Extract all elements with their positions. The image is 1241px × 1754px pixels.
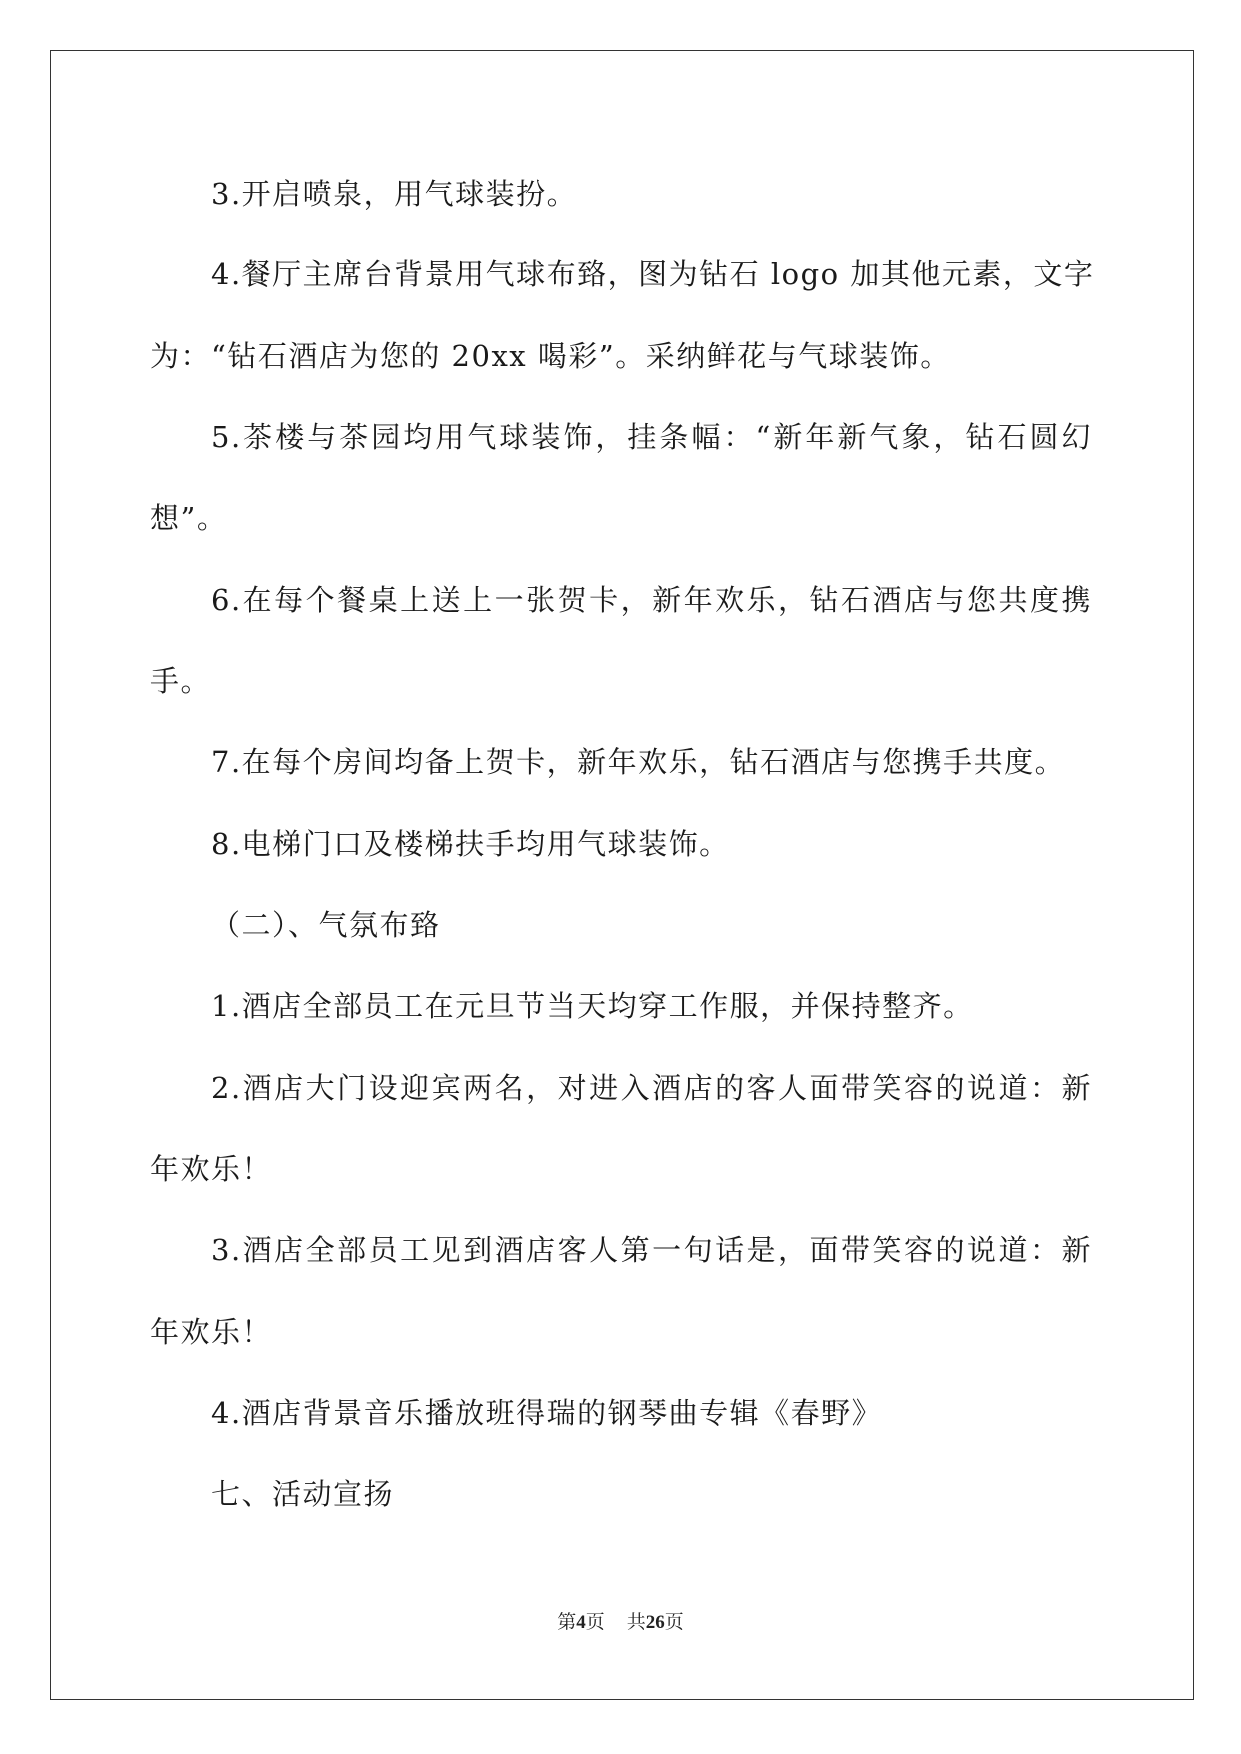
paragraph-line: 6.在每个餐桌上送上一张贺卡，新年欢乐，钻石酒店与您共度携 [211, 583, 1092, 617]
footer-total-suffix: 页 [664, 1612, 684, 1633]
paragraph-line: 4.餐厅主席台背景用气球布臵，图为钻石 logo 加其他元素，文字 [211, 257, 1095, 291]
section-heading: 七、活动宣扬 [211, 1477, 395, 1511]
footer-total-pages: 26 [645, 1612, 665, 1633]
paragraph-line: 手。 [150, 664, 212, 698]
paragraph-line: 5.茶楼与茶园均用气球装饰，挂条幅：“新年新气象，钻石圆幻 [211, 420, 1092, 454]
page-border [50, 50, 1194, 1700]
footer-page-number: 4 [576, 1612, 586, 1633]
footer-page-prefix: 第 [557, 1612, 577, 1633]
page-footer [0, 1610, 1241, 1636]
paragraph-line: 7.在每个房间均备上贺卡，新年欢乐，钻石酒店与您携手共度。 [211, 745, 1066, 779]
paragraph-line: 3.酒店全部员工见到酒店客人第一句话是，面带笑容的说道：新 [211, 1233, 1092, 1267]
paragraph-line: 想”。 [150, 501, 228, 535]
paragraph-line: 年欢乐！ [150, 1315, 273, 1349]
section-heading: （二）、气氛布臵 [211, 908, 441, 942]
paragraph-line: 1.酒店全部员工在元旦节当天均穿工作服，并保持整齐。 [211, 989, 974, 1023]
paragraph-line: 4.酒店背景音乐播放班得瑞的钢琴曲专辑《春野》 [211, 1396, 883, 1430]
paragraph-line: 为：“钻石酒店为您的 20xx 喝彩”。采纳鲜花与气球装饰。 [150, 339, 951, 373]
paragraph-line: 2.酒店大门设迎宾两名，对进入酒店的客人面带笑容的说道：新 [211, 1071, 1092, 1105]
footer-page-suffix: 页 [585, 1612, 605, 1633]
footer-total-prefix: 共 [626, 1612, 646, 1633]
paragraph-line: 8.电梯门口及楼梯扶手均用气球装饰。 [211, 827, 730, 861]
paragraph-line: 年欢乐！ [150, 1152, 273, 1186]
paragraph-line: 3.开启喷泉，用气球装扮。 [211, 177, 578, 211]
